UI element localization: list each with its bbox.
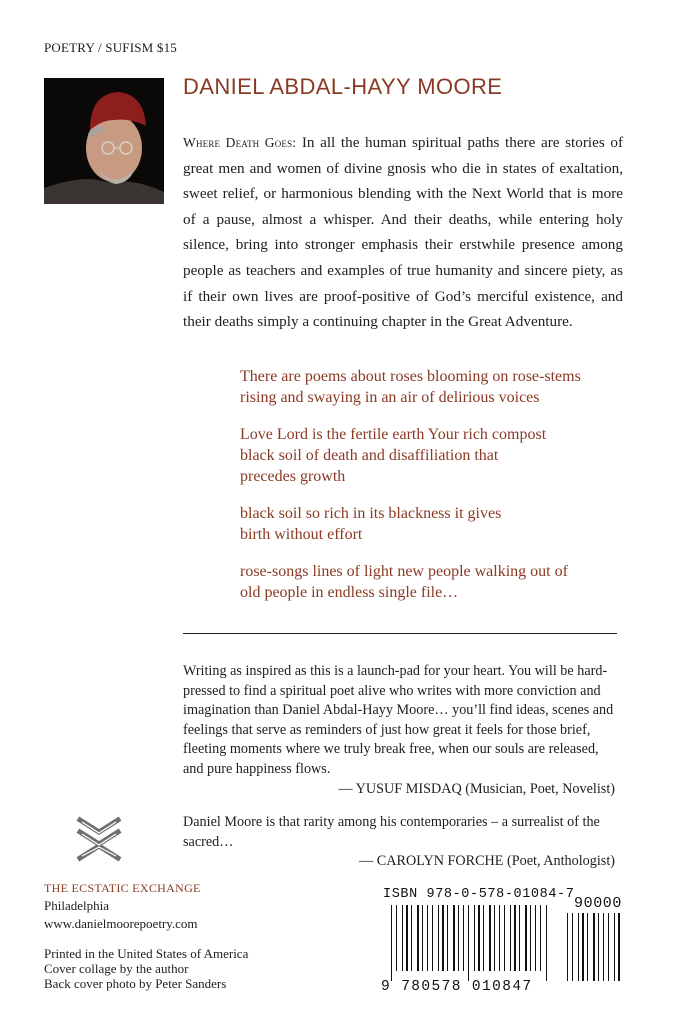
- poem-stanza: There are poems about roses blooming on rose-stems rising and swaying in an air of delirious voices: [240, 368, 581, 406]
- barcode-bar: [525, 905, 527, 971]
- barcode-bar: [458, 905, 459, 971]
- barcode-bar: [593, 913, 595, 981]
- barcode-bar: [494, 905, 495, 971]
- barcode-bar: [417, 905, 419, 971]
- barcode-bar: [442, 905, 444, 971]
- blurb-quote: [183, 662, 615, 799]
- publisher-logo-icon: [76, 816, 122, 862]
- credits: [44, 946, 248, 991]
- barcode-bar: [438, 905, 439, 971]
- barcode-bar: [587, 913, 588, 981]
- barcode-bar: [578, 913, 579, 981]
- blurb-attribution: — CAROLYN FORCHE (Poet, Anthologist): [359, 853, 615, 870]
- description-body: In all the human spiritual paths there are stories of great men and women of divine gnosis who die in states of exaltation, sweet relief, or harmonious blending with the Next World that is more of a pause, almost a whisper. And their deaths, while entering holy silence, bring into stronger emphasis their erstwhile presence among people as teachers and examples of true humanity and sincere piety, as if their own lives are proof-positive of God’s merciful existence, and their deaths simply a continuing chapter in the Great Adventure.: [183, 134, 624, 331]
- barcode-bar: [546, 905, 547, 981]
- publisher-website: www.danielmoorepoetry.com: [44, 916, 198, 931]
- credit-line: Back cover photo by Peter Sanders: [44, 976, 227, 991]
- barcode-bar: [463, 905, 464, 971]
- barcode-bar: [535, 905, 536, 971]
- barcode-bar: [474, 905, 475, 971]
- poem-stanza: rose-songs lines of light new people walking out of old people in endless single file…: [240, 563, 568, 601]
- barcode-bar: [519, 905, 520, 971]
- barcode-bar: [468, 905, 469, 981]
- barcode-bar: [540, 905, 541, 971]
- ean-barcode-bars: [391, 905, 551, 981]
- barcode-bar: [489, 905, 491, 971]
- category-price: POETRY / SUFISM $15: [44, 40, 177, 55]
- poem-excerpts: [240, 366, 640, 619]
- barcode-bar: [504, 905, 505, 971]
- barcode-bar: [432, 905, 433, 971]
- barcode-bar: [406, 905, 408, 971]
- author-photo: [44, 78, 164, 204]
- author-name: DANIEL ABDAL-HAYY MOORE: [183, 74, 503, 99]
- book-title-lead: Where Death Goes:: [183, 135, 297, 150]
- barcode-bar: [402, 905, 403, 971]
- barcode-bar: [510, 905, 511, 971]
- barcode-bar: [582, 913, 584, 981]
- publisher-city: Philadelphia: [44, 898, 109, 913]
- barcode-bar: [614, 913, 615, 981]
- barcode-bar: [427, 905, 428, 971]
- price-addon-code: 90000: [574, 895, 623, 912]
- isbn-label: ISBN 978-0-578-01084-7: [383, 887, 575, 902]
- blurb-text: Writing as inspired as this is a launch-pad for your heart. You will be hard-pressed to find a spiritual poet alive who writes with more conviction and imagination than Daniel Abdal-Hayy Moore… you’ll find ideas, scenes and feelings that serve as reminders of just how great it feels for those brief, fleeting moments where we truly break free, when our souls are released, and pure happiness flows.: [183, 663, 614, 777]
- barcode-bar: [478, 905, 480, 971]
- credit-line: Cover collage by the author: [44, 961, 189, 976]
- barcode-bar: [572, 913, 573, 981]
- publisher-info: [44, 879, 201, 933]
- barcode-bar: [603, 913, 604, 981]
- barcode-bar: [598, 913, 599, 981]
- addon-barcode-bars: [567, 913, 625, 991]
- book-description: [183, 130, 623, 335]
- blurb-quote: [183, 813, 615, 872]
- barcode-bar: [453, 905, 455, 971]
- barcode-bar: [567, 913, 568, 981]
- barcode-bar: [411, 905, 412, 971]
- barcode-bar: [422, 905, 423, 971]
- barcode-bar: [499, 905, 500, 971]
- barcode-bar: [396, 905, 397, 971]
- barcode-bar: [391, 905, 392, 981]
- poem-stanza: Love Lord is the fertile earth Your rich compost black soil of death and disaffiliation that precedes growth: [240, 426, 547, 485]
- barcode-bar: [447, 905, 448, 971]
- blurb-attribution: — YUSUF MISDAQ (Musician, Poet, Novelist): [338, 780, 615, 797]
- barcode-bar: [514, 905, 516, 971]
- barcode-bar: [618, 913, 620, 981]
- divider: [183, 633, 617, 634]
- poem-stanza: black soil so rich in its blackness it gives birth without effort: [240, 505, 502, 543]
- credit-line: Printed in the United States of America: [44, 946, 249, 961]
- barcode-bar: [530, 905, 531, 971]
- isbn-barcode: [381, 889, 633, 997]
- ean-number: 9 780578 010847: [381, 979, 533, 995]
- blurb-text: Daniel Moore is that rarity among his contemporaries – a surrealist of the sacred…: [183, 814, 600, 850]
- publisher-name: THE ECSTATIC EXCHANGE: [44, 881, 201, 895]
- barcode-bar: [483, 905, 484, 971]
- barcode-bar: [608, 913, 609, 981]
